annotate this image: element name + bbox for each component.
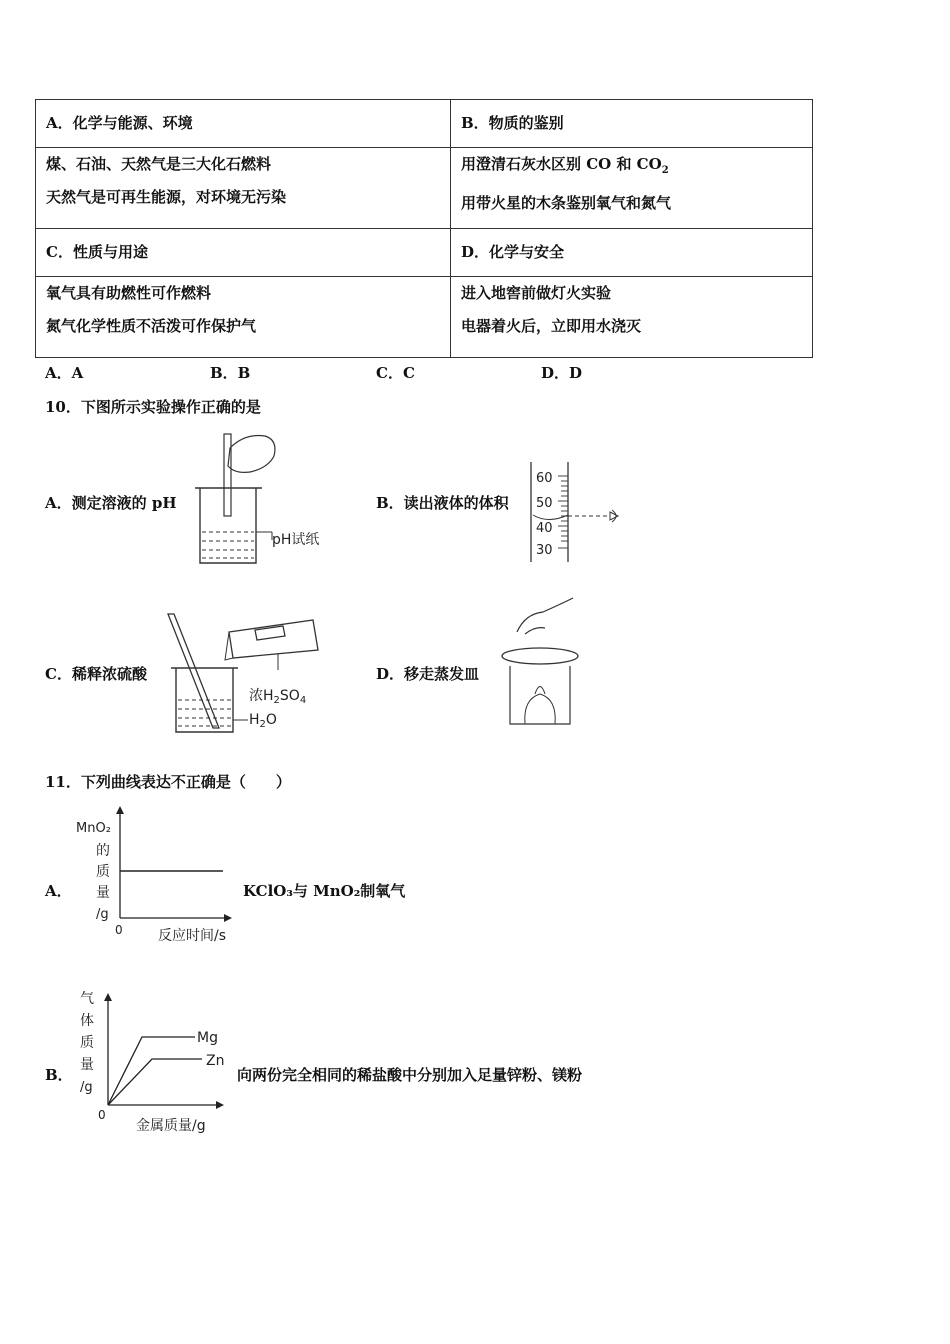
eye-icon (610, 510, 618, 522)
b-series-zn (108, 1059, 202, 1105)
q10-option-a[interactable]: A．测定溶液的 pH (45, 494, 177, 512)
alcohol-lamp-icon (525, 694, 555, 724)
b-ylabel-2: 质 (80, 1035, 94, 1051)
q9-cell-b-body (451, 148, 813, 229)
q11-title: 11．下列曲线表达不正确是（ ） (45, 773, 291, 791)
q10-a-label: pH试纸 (272, 532, 320, 548)
a-ylabel-2: 质 (96, 864, 110, 880)
q10-b-tick-30: 30 (536, 543, 553, 558)
q9-cell-d-body (451, 277, 813, 358)
hand-icon (228, 436, 275, 473)
q9-cell-d-header: D．化学与安全 (451, 229, 813, 277)
q10-c-label1: 浓$H_2SO_4$ (249, 688, 307, 706)
tripod-icon (510, 666, 570, 724)
q9-cell-b-header: B．物质的鉴别 (451, 100, 813, 148)
b-series-mg (108, 1037, 195, 1105)
beaker-icon (195, 488, 262, 563)
q9-b-line1-text: 用澄清石灰水区别 CO 和 CO (461, 155, 662, 173)
reagent-bottle-icon (229, 620, 318, 658)
b-series-label-mg: Mg (197, 1030, 218, 1046)
q9-cell-c-header: C．性质与用途 (36, 229, 451, 277)
q9-choice-a[interactable]: A．A (45, 364, 84, 382)
q9-choice-b[interactable]: B．B (210, 364, 251, 382)
b-xlabel: 金属质量/g (136, 1118, 206, 1134)
q11-a-desc: KClO₃与 MnO₂制氧气 (243, 882, 406, 900)
q10-c-label2: $H_2O$ (249, 712, 277, 730)
q9-cell-a-body (36, 148, 451, 229)
q9-b-line1 (461, 148, 802, 187)
q9-b-line1-sub: 2 (661, 165, 669, 176)
q9-a-line1: 煤、石油、天然气是三大化石燃料 (46, 155, 272, 173)
q10-b-tick-40: 40 (536, 521, 553, 536)
q10-option-d[interactable]: D．移走蒸发皿 (376, 665, 480, 683)
b-ylabel-4: /g (80, 1080, 93, 1095)
q10-b-tick-50: 50 (536, 496, 553, 511)
b-ylabel-3: 量 (80, 1057, 94, 1073)
q10-option-b[interactable]: B．读出液体的体积 (376, 494, 509, 512)
q9-d-line1: 进入地窖前做灯火实验 (461, 284, 612, 302)
q9-c-line1: 氧气具有助燃性可作燃料 (46, 284, 212, 302)
q9-choice-d[interactable]: D．D (541, 364, 583, 382)
b-series-label-zn: Zn (206, 1053, 225, 1069)
q10-option-c[interactable]: C．稀释浓硫酸 (45, 665, 147, 683)
q9-d-line2: 电器着火后，立即用水浇灭 (461, 317, 642, 335)
q11-a-chart (70, 800, 250, 950)
q9-choice-c[interactable]: C．C (376, 364, 415, 382)
q9-c-line2: 氮气化学性质不活泼可作保护气 (46, 317, 257, 335)
q10-c-figure (163, 610, 333, 738)
q9-a-line2: 天然气是可再生能源，对环境无污染 (46, 188, 287, 206)
q10-a-figure (190, 428, 340, 573)
evaporating-dish-icon (502, 648, 578, 664)
hand-icon (517, 598, 573, 634)
flame-icon (535, 687, 545, 695)
q10-b-tick-60: 60 (536, 471, 553, 486)
b-ylabel-1: 体 (80, 1013, 94, 1029)
b-origin: 0 (98, 1108, 106, 1122)
q10-d-figure (495, 594, 585, 734)
q9-cell-a-header: A．化学与能源、环境 (36, 100, 451, 148)
glass-rod-icon (224, 434, 231, 516)
q11-b-desc: 向两份完全相同的稀盐酸中分别加入足量锌粉、镁粉 (237, 1066, 583, 1084)
a-origin: 0 (115, 923, 123, 937)
b-ylabel-0: 气 (80, 991, 94, 1007)
q9-b-line2: 用带火星的木条鉴别氧气和氮气 (461, 194, 672, 212)
q10-title: 10．下图所示实验操作正确的是 (45, 398, 261, 416)
q11-a-letter[interactable]: A． (45, 882, 72, 900)
a-ylabel-1: 的 (96, 843, 110, 859)
q11-b-letter[interactable]: B． (45, 1066, 73, 1084)
q10-b-figure (528, 462, 628, 567)
a-ylabel-4: /g (96, 907, 109, 922)
q9-cell-c-body (36, 277, 451, 358)
a-ylabel-3: 量 (96, 885, 110, 901)
a-xlabel: 反应时间/s (158, 928, 227, 944)
q9-table (35, 99, 813, 358)
q11-b-chart (70, 985, 240, 1135)
a-ylabel-0: MnO₂ (76, 821, 111, 836)
